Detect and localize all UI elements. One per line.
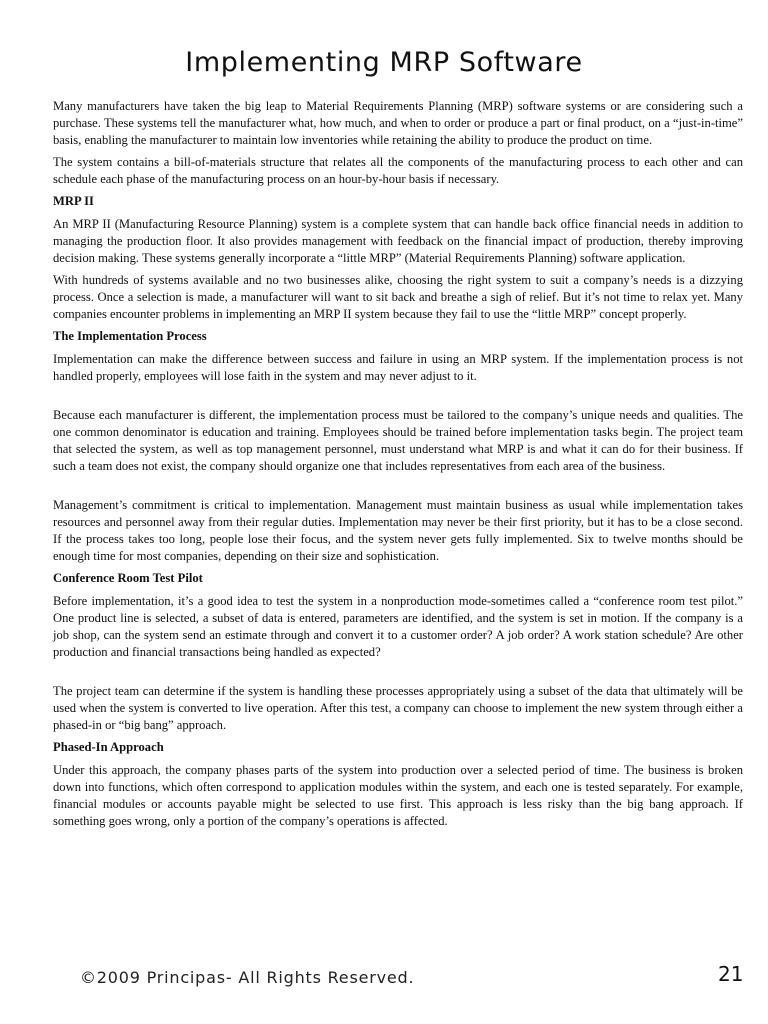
intro-paragraph: Many manufacturers have taken the big leap to Material Requirements Planning (MRP) software systems or are considering such a purchase. These systems tell the manufacturer what, how much, and when to order or produce a part or final product, on a “just-in-time” basis, enabling the manufacturer to maintain low inventories while retaining the ability to produce the product on time. (53, 99, 743, 147)
footer-copyright: ©2009 Principas- All Rights Reserved. (80, 968, 415, 987)
implementation-paragraph: Implementation can make the difference between success and failure in using an MRP system. If the implementation process is not handled properly, employees will lose faith in the system and may never adjust to it. (53, 352, 743, 383)
test-pilot-paragraph: Before implementation, it’s a good idea to test the system in a nonproduction mode-sometimes called a “conference room test pilot.” One product line is selected, a subset of data is entered, parameters are identified, and the system is set in motion. If the company is a job shop, can the system send an estimate through and convert it to a customer order? A job order? A work station schedule? Are other production and financial transactions being handled as expected? (53, 594, 743, 659)
section-heading-test-pilot: Conference Room Test Pilot (53, 571, 203, 585)
page-number: 21 (718, 962, 744, 986)
mrp-ii-paragraph: An MRP II (Manufacturing Resource Planning) system is a complete system that can handle back office financial needs in addition to managing the production floor. It also provides management with feedback on the financial impact of production, thereby improving decision making. These systems generally incorporate a “little MRP” (Material Requirements Planning) software application. (53, 217, 743, 265)
section-heading-implementation: The Implementation Process (53, 329, 207, 343)
test-pilot-paragraph: The project team can determine if the system is handling these processes appropriately using a subset of the data that ultimately will be used when the system is converted to live operation. After this test, a company can choose to implement the new system through either a phased-in or “big bang” approach. (53, 684, 743, 732)
page-title: Implementing MRP Software (185, 47, 583, 78)
implementation-paragraph: Management’s commitment is critical to implementation. Management must maintain business as usual while implementation takes resources and personnel away from their regular duties. Implementation may never be their first priority, but it has to be a close second. If the process takes too long, people lose their focus, and the system never gets fully implemented. Six to twelve months should be enough time for most companies, depending on their size and sophistication. (53, 498, 743, 563)
implementation-paragraph: Because each manufacturer is different, the implementation process must be tailored to the company’s unique needs and qualities. The one common denominator is education and training. Employees should be trained before implementation tasks begin. The project team that selected the system, as well as top management personnel, must understand what MRP is and what it can do for their business. If such a team does not exist, the company should organize one that includes representatives from each area of the business. (53, 408, 743, 473)
section-heading-mrp-ii: MRP II (53, 194, 94, 208)
intro-paragraph: The system contains a bill-of-materials structure that relates all the components of the manufacturing process to each other and can schedule each phase of the manufacturing process on an hour-by-hour basis if necessary. (53, 155, 743, 186)
mrp-ii-paragraph: With hundreds of systems available and no two businesses alike, choosing the right system to suit a company’s needs is a dizzying process. Once a selection is made, a manufacturer will want to sit back and breathe a sigh of relief. But it’s not time to relax yet. Many companies encounter problems in implementing an MRP II system because they fail to use the “little MRP” concept properly. (53, 273, 743, 321)
section-heading-phased-in: Phased-In Approach (53, 740, 164, 754)
document-body (53, 98, 743, 835)
phased-in-paragraph: Under this approach, the company phases parts of the system into production over a selected period of time. The business is broken down into functions, which often correspond to application modules within the system, and each one is tested separately. For example, financial modules or accounts payable might be selected to use first. This approach is less risky than the big bang approach. If something goes wrong, only a portion of the company’s operations is affected. (53, 763, 743, 828)
